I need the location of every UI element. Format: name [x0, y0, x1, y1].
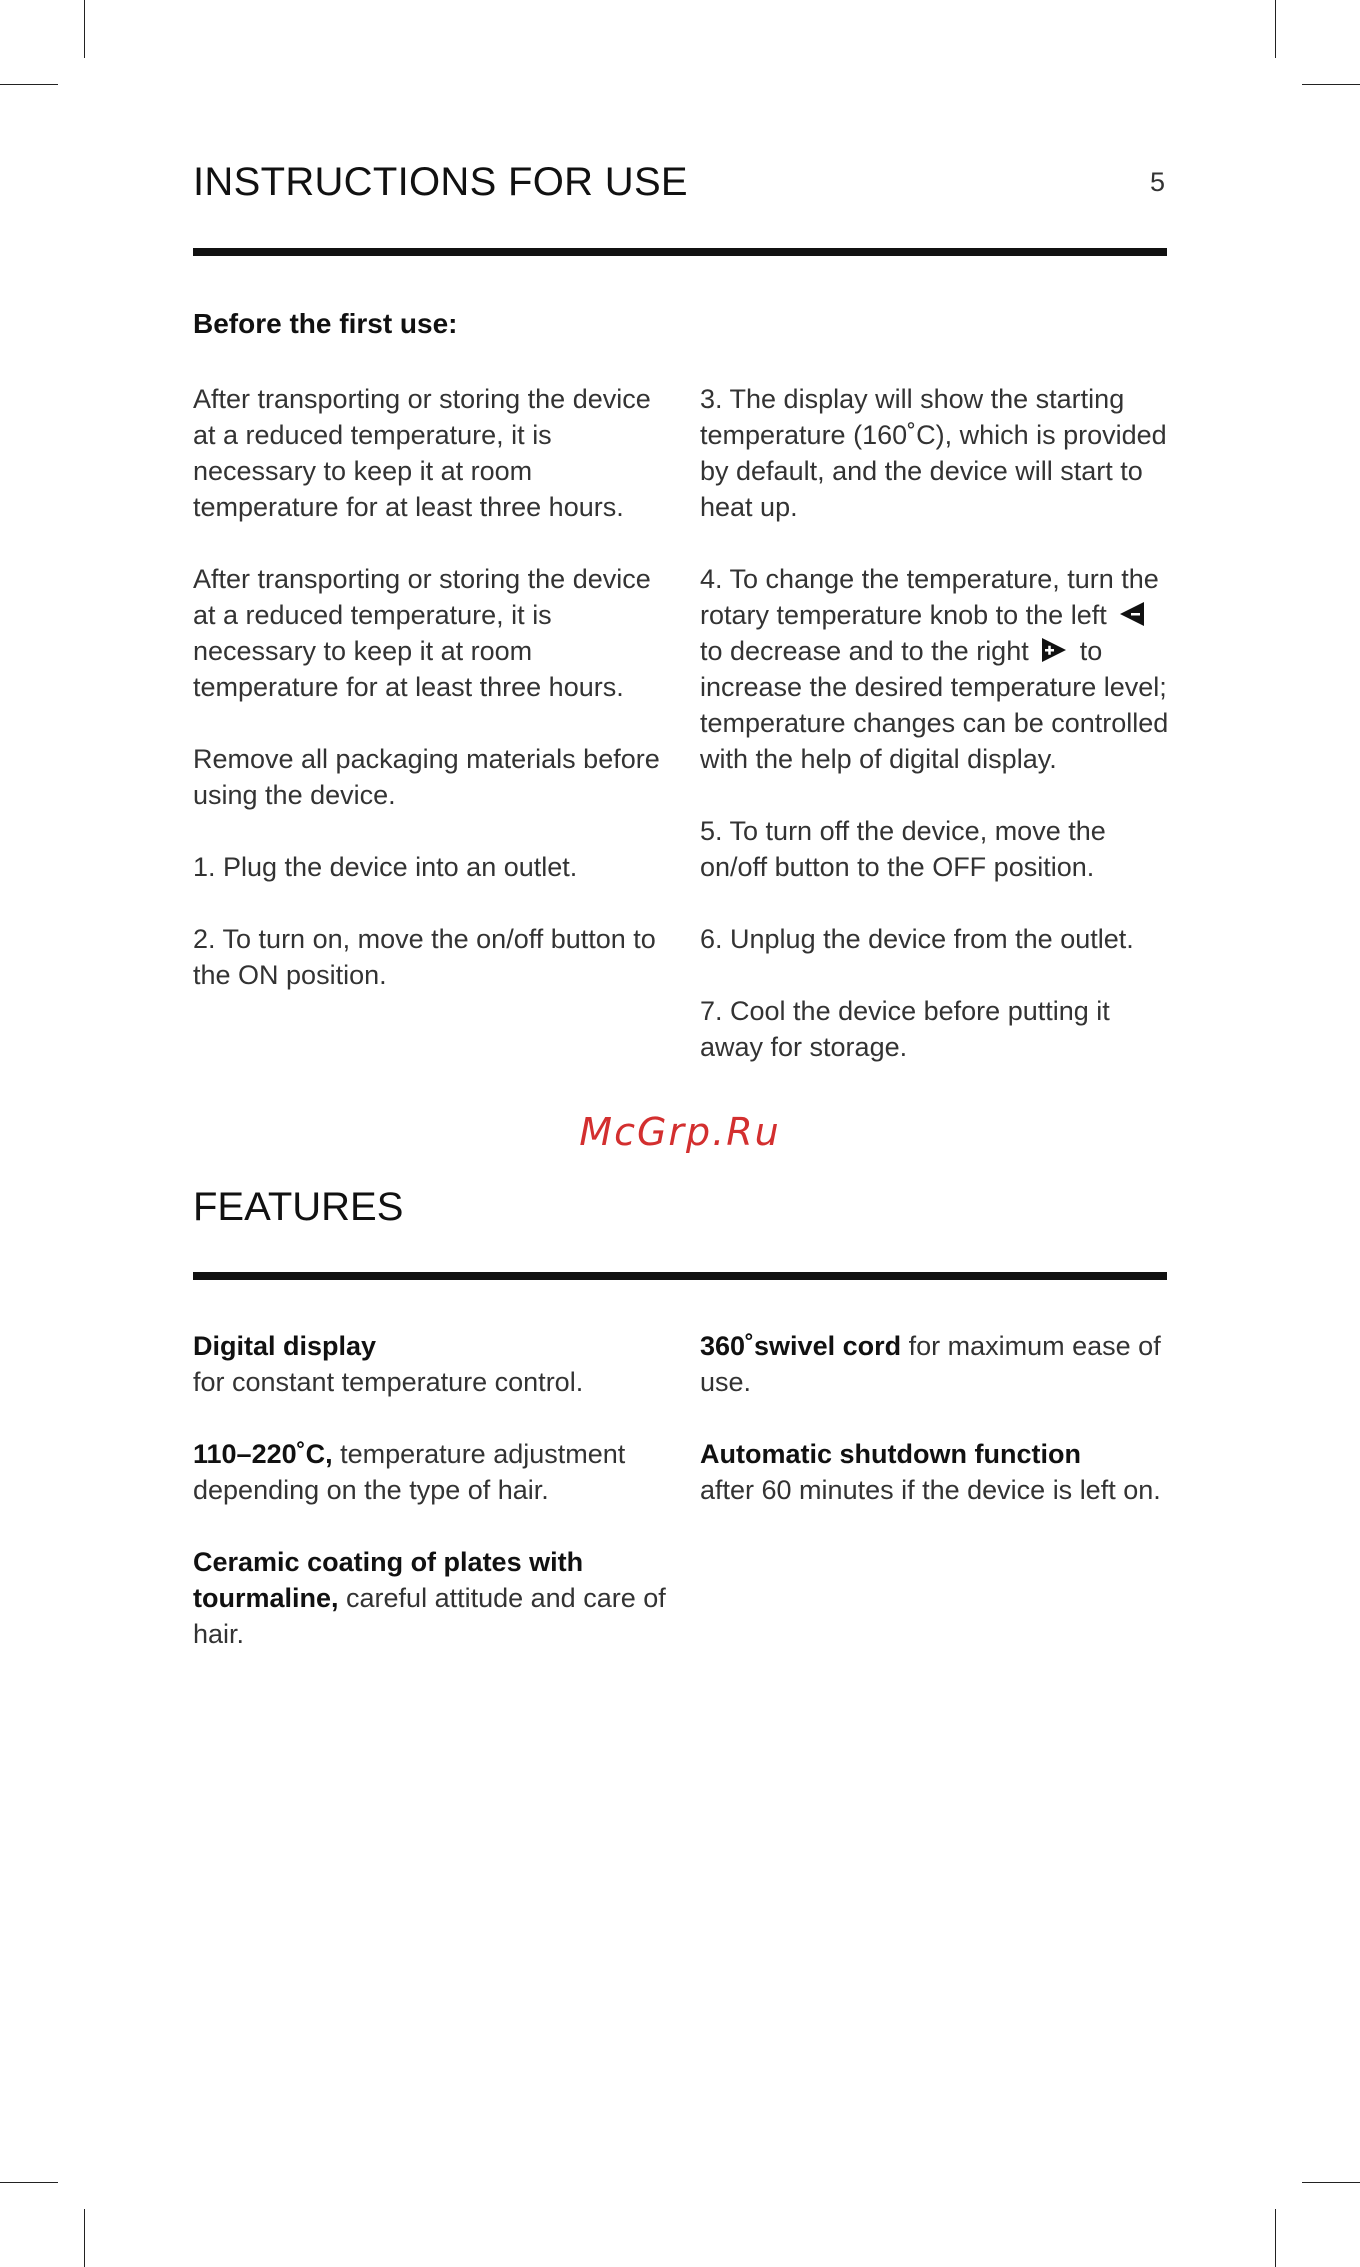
feature-ceramic-coating	[193, 1544, 673, 1652]
crop-mark	[1275, 2209, 1276, 2267]
instruction-step-3: 3. The display will show the starting temperature (160˚C), which is provided by default, and the device will start to heat up.	[700, 384, 1167, 522]
instructions-right-column	[700, 381, 1180, 1101]
feature-text: for constant temperature control.	[193, 1367, 584, 1397]
feature-auto-shutdown	[700, 1436, 1180, 1508]
features-left-column	[193, 1328, 673, 1688]
instructions-left-column	[193, 381, 673, 1029]
subheading-first-use: Before the first use:	[193, 308, 458, 339]
instruction-step-7: 7. Cool the device before putting it away for storage.	[700, 996, 1110, 1062]
page-title: INSTRUCTIONS FOR USE	[193, 160, 688, 204]
page-number: 5	[1150, 167, 1166, 197]
feature-temperature-range	[193, 1436, 673, 1508]
step-4-part-b: to decrease and to the right	[700, 636, 1029, 666]
crop-mark	[0, 84, 58, 85]
feature-text: after 60 minutes if the device is left on.	[700, 1475, 1161, 1505]
feature-heading: 110–220˚C,	[193, 1439, 333, 1469]
crop-mark	[0, 2182, 58, 2183]
feature-heading: Digital display	[193, 1331, 377, 1361]
features-right-column	[700, 1328, 1180, 1544]
instruction-paragraph: Remove all packaging materials before using the device.	[193, 744, 660, 810]
watermark: McGrp.Ru	[579, 1110, 781, 1154]
instruction-step-5: 5. To turn off the device, move the on/off button to the OFF position.	[700, 816, 1106, 882]
feature-heading: Automatic shutdown function	[700, 1439, 1081, 1469]
instruction-paragraph: After transporting or storing the device at a reduced temperature, it is necessary to keep it at room temperature for at least three hours.	[193, 384, 651, 522]
feature-text: for maximum ease of use.	[700, 1331, 1161, 1397]
instruction-step-1: 1. Plug the device into an outlet.	[193, 852, 578, 882]
instruction-step-4	[700, 561, 1180, 777]
instruction-step-2: 2. To turn on, move the on/off button to the ON position.	[193, 924, 656, 990]
crop-mark	[1302, 84, 1360, 85]
decrease-arrow-icon	[1118, 600, 1146, 628]
section-divider	[193, 1272, 1167, 1280]
features-title: FEATURES	[193, 1185, 404, 1229]
instruction-step-6: 6. Unplug the device from the outlet.	[700, 924, 1134, 954]
instruction-paragraph: After transporting or storing the device at a reduced temperature, it is necessary to keep it at room temperature for at least three hours.	[193, 564, 651, 702]
feature-text: careful attitude and care of hair.	[193, 1583, 666, 1649]
feature-digital-display	[193, 1328, 673, 1400]
feature-text: temperature adjustment depending on the type of hair.	[193, 1439, 626, 1505]
section-divider	[193, 248, 1167, 256]
crop-mark	[1275, 0, 1276, 58]
crop-mark	[1302, 2182, 1360, 2183]
feature-heading: 360˚swivel cord	[700, 1331, 902, 1361]
step-4-part-c: to increase the desired temperature level; temperature changes can be controlled with the help of digital display.	[700, 636, 1169, 774]
feature-swivel-cord	[700, 1328, 1180, 1400]
increase-arrow-icon	[1040, 636, 1068, 664]
crop-mark	[84, 2209, 85, 2267]
crop-mark	[84, 0, 85, 58]
feature-heading: Ceramic coating of plates with tourmaline,	[193, 1547, 584, 1613]
step-4-part-a: 4. To change the temperature, turn the rotary temperature knob to the left	[700, 564, 1159, 630]
